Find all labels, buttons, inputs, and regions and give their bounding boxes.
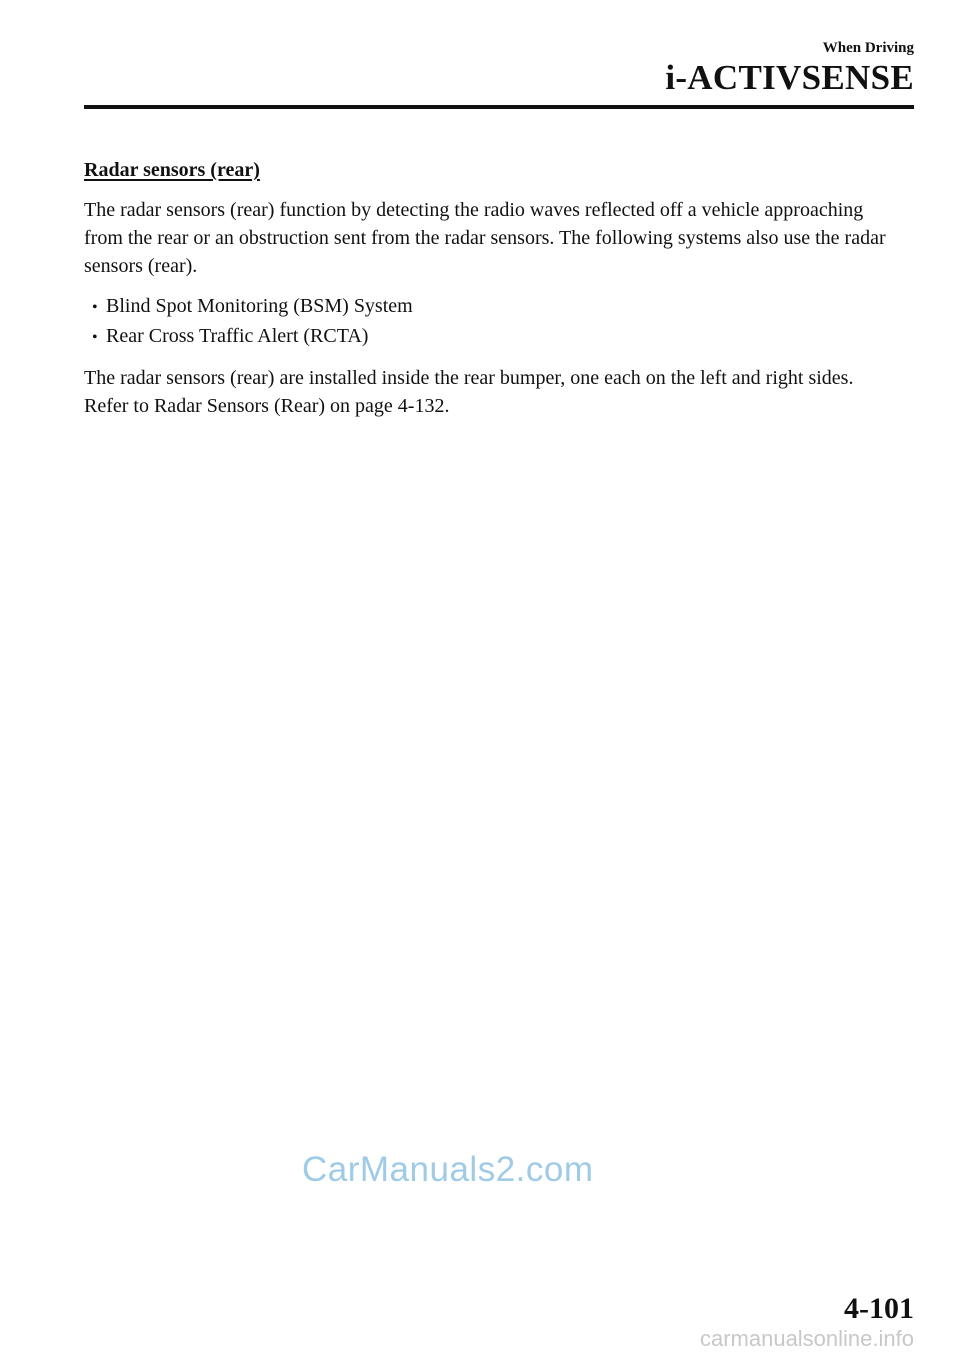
chapter-label: When Driving [822,40,914,56]
intro-paragraph: The radar sensors (rear) function by detecting the radio waves reflected off a vehicle approaching from the rear or an obstruction sent from the radar sensors. The following systems also use the radar sensors (rear). [84,199,886,277]
page-content [84,156,904,420]
list-item-label: Rear Cross Traffic Alert (RCTA) [106,325,369,347]
header-divider [84,105,914,109]
watermark: CarManuals2.com [302,1150,594,1189]
install-paragraph [84,364,904,420]
footer-site-watermark: carmanualsonline.info [699,1326,914,1351]
list-item [92,322,904,352]
page-reference: Refer to Radar Sensors (Rear) on page 4-132. [84,395,450,417]
system-list [84,292,904,352]
page-number: 4-101 [844,1292,914,1325]
list-item [92,292,904,322]
section-heading: Radar sensors (rear) [84,159,260,181]
list-item-label: Blind Spot Monitoring (BSM) System [106,295,413,317]
section-title: i-ACTIVSENSE [665,58,914,97]
bullet-icon: • [92,329,98,346]
bullet-icon: • [92,299,98,316]
install-text: The radar sensors (rear) are installed inside the rear bumper, one each on the left and right sides. [84,367,854,389]
